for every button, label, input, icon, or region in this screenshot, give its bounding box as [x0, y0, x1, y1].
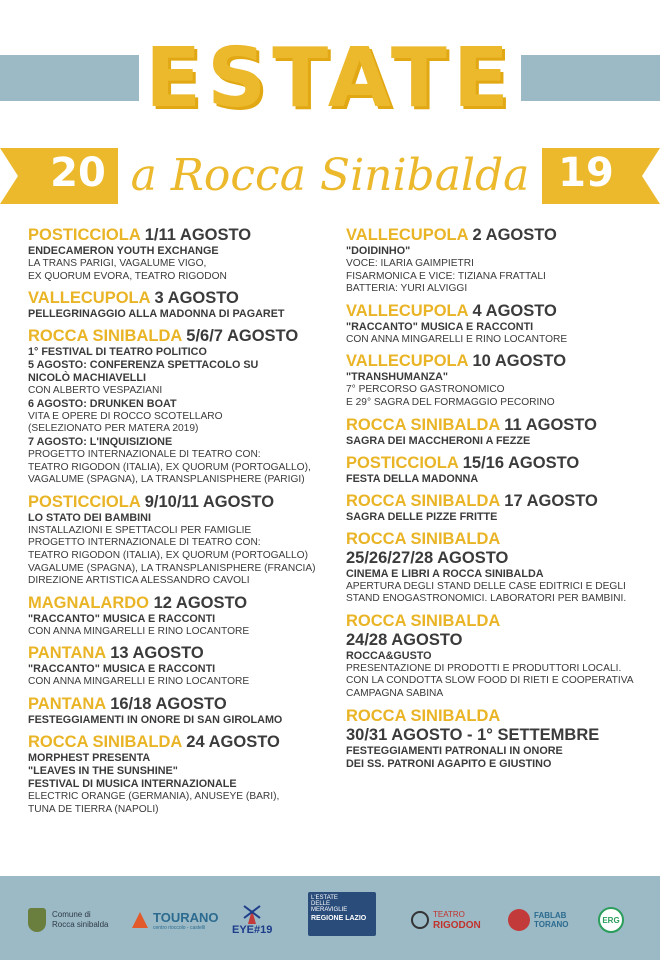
event-detail-line: ELECTRIC ORANGE (GERMANIA), ANUSEYE (BARI), [28, 790, 280, 802]
poster-header [0, 0, 660, 215]
year-right: 19 [558, 150, 614, 196]
event-heading [28, 327, 328, 346]
event-detail-line: CON ALBERTO VESPAZIANI [28, 385, 163, 397]
event-date: 3 AGOSTO [149, 289, 239, 308]
event-date: 15/16 AGOSTO [458, 453, 580, 472]
event-detail-line: PROGETTO INTERNAZIONALE DI TEATRO CON: [28, 537, 261, 549]
eye-text: EYE#19 [232, 924, 273, 936]
coat-of-arms-icon [28, 908, 46, 932]
fablab-line1: FABLAB [534, 911, 567, 920]
event-heading [346, 492, 646, 511]
fablab-logo [508, 900, 569, 940]
ribbon-notch-left [0, 148, 18, 204]
event-detail-line: PELLEGRINAGGIO ALLA MADONNA DI PAGARET [28, 308, 285, 321]
rigodon-line1: TEATRO [433, 909, 465, 919]
event-place: ROCCA SINIBALDA [28, 327, 182, 346]
event-date: 1/11 AGOSTO [140, 226, 252, 244]
event-block [28, 289, 328, 321]
event-detail-line: PRESENTAZIONE DI PRODOTTI E PRODUTTORI LOCALI. [346, 662, 622, 674]
event-detail-line: 7 AGOSTO: L'INQUISIZIONE [28, 435, 173, 448]
event-heading [346, 302, 646, 321]
windmill-icon [240, 904, 264, 924]
event-heading [346, 612, 646, 650]
right-events-column [346, 226, 646, 777]
event-detail-line: ENDECAMERON YOUTH EXCHANGE [28, 245, 219, 257]
event-detail-line: VAGALUME (SPAGNA), LA TRANSPLANISPHERE (FRANCIA) [28, 562, 316, 574]
event-date: 13 AGOSTO [105, 644, 204, 663]
eye-logo [232, 900, 272, 940]
event-detail-line: SAGRA DEI MACCHERONI A FEZZE [346, 434, 531, 447]
event-detail-line: ROCCA&GUSTO [346, 649, 432, 662]
event-detail-line: FESTEGGIAMENTI PATRONALI IN ONORE [346, 744, 563, 757]
erg-badge: ERG [598, 907, 624, 933]
event-place: POSTICCIOLA [28, 492, 141, 511]
event-date: 17 AGOSTO [499, 491, 598, 510]
event-place: POSTICCIOLA [28, 226, 141, 244]
erg-logo [598, 900, 624, 940]
event-date: 24 AGOSTO [181, 732, 280, 751]
event-block [346, 226, 646, 296]
event-detail-line: CINEMA E LIBRI A ROCCA SINIBALDA [346, 567, 544, 580]
event-date: 2 AGOSTO [467, 226, 557, 244]
event-block [28, 733, 328, 816]
event-date: 30/31 AGOSTO - 1° SETTEMBRE [346, 725, 600, 744]
event-place: VALLECUPOLA [346, 301, 468, 320]
event-detail-line: BATTERIA: YURI ALVIGGI [346, 283, 468, 295]
event-date: 25/26/27/28 AGOSTO [346, 548, 509, 567]
event-block [346, 530, 646, 606]
event-date: 16/18 AGOSTO [105, 694, 227, 713]
event-heading [346, 530, 646, 568]
ribbon-notch-right [642, 148, 660, 204]
event-detail-line: CON ANNA MINGARELLI E RINO LOCANTORE [346, 333, 568, 345]
event-heading [346, 454, 646, 473]
event-detail-line: VITA E OPERE DI ROCCO SCOTELLARO [28, 410, 223, 422]
event-detail-line: "DOIDINHO" [346, 245, 411, 257]
event-place: PANTANA [28, 644, 106, 663]
event-heading [346, 707, 646, 745]
event-detail-line: "LEAVES IN THE SUNSHINE" [28, 764, 178, 777]
event-block [346, 302, 646, 347]
event-detail-line: TUNA DE TIERRA (NAPOLI) [28, 803, 159, 815]
comune-line1: Comune di [52, 910, 91, 919]
event-heading [346, 226, 646, 245]
event-block [346, 352, 646, 409]
event-detail-line: "RACCANTO" MUSICA E RACCONTI [28, 612, 216, 625]
event-block [28, 594, 328, 639]
event-block [28, 695, 328, 727]
event-heading [28, 644, 328, 663]
regione-line1: L'ESTATE [311, 895, 338, 901]
event-place: ROCCA SINIBALDA [346, 491, 500, 510]
event-date: 10 AGOSTO [467, 352, 567, 371]
event-place: ROCCA SINIBALDA [346, 706, 501, 725]
event-date: 5/6/7 AGOSTO [181, 327, 299, 346]
tourano-mark-icon [130, 910, 150, 930]
poster-title-text: ESTATE [139, 38, 521, 120]
left-events-column [28, 226, 328, 822]
event-place: VALLECUPOLA [346, 226, 468, 244]
event-heading [28, 594, 328, 613]
event-detail-line: PROGETTO INTERNAZIONALE DI TEATRO CON: [28, 448, 261, 460]
event-heading [346, 352, 646, 371]
event-date: 9/10/11 AGOSTO [140, 492, 275, 511]
event-detail-line: TEATRO RIGODON (ITALIA), EX QUORUM (PORTOGALLO) [28, 549, 308, 561]
tourano-text: TOURANO [153, 909, 219, 925]
event-place: MAGNALARDO [28, 593, 149, 612]
fablab-mark-icon [508, 909, 530, 931]
event-detail-line: 7° PERCORSO GASTRONOMICO [346, 384, 505, 396]
fablab-line2: TORANO [534, 920, 569, 929]
event-detail-line: DIREZIONE ARTISTICA ALESSANDRO CAVOLI [28, 575, 250, 587]
comune-logo [28, 900, 108, 940]
event-detail-line: FESTEGGIAMENTI IN ONORE DI SAN GIROLAMO [28, 713, 283, 726]
event-detail-line: 6 AGOSTO: DRUNKEN BOAT [28, 397, 177, 410]
event-heading [28, 733, 328, 752]
event-detail-line: 1° FESTIVAL DI TEATRO POLITICO [28, 346, 207, 359]
regione-line3: MERAVIGLIE [311, 907, 348, 913]
event-detail-line: LO STATO DEI BAMBINI [28, 511, 151, 524]
event-place: VALLECUPOLA [346, 352, 468, 371]
event-place: PANTANA [28, 694, 106, 713]
tourano-subtext: centro rioccolo - castelli [153, 924, 206, 931]
event-block [28, 226, 328, 283]
rigodon-line2: RIGODON [433, 919, 481, 931]
comune-line2: Rocca sinibalda [52, 920, 109, 929]
year-left: 20 [50, 150, 106, 196]
event-detail-line: LA TRANS PARIGI, VAGALUME VIGO, [28, 258, 207, 269]
event-detail-line: DEI SS. PATRONI AGAPITO E GIUSTINO [346, 757, 552, 770]
event-detail-line: "RACCANTO" MUSICA E RACCONTI [346, 320, 534, 333]
event-detail-line: NICOLÒ MACHIAVELLI [28, 372, 146, 385]
event-block [28, 644, 328, 689]
event-detail-line: FESTA DELLA MADONNA [346, 472, 479, 485]
event-block [346, 707, 646, 771]
event-detail-line: FISARMONICA E VICE: TIZIANA FRATTALI [346, 270, 546, 282]
event-detail-line: APERTURA DEGLI STAND DELLE CASE EDITRICI E DEGLI [346, 580, 626, 592]
event-detail-line: VAGALUME (SPAGNA), LA TRANSPLANISPHERE (PARIGI) [28, 474, 305, 486]
event-place: POSTICCIOLA [346, 453, 459, 472]
event-detail-line: VOCE: ILARIA GAIMPIETRI [346, 258, 474, 269]
event-detail-line: E 29° SAGRA DEL FORMAGGIO PECORINO [346, 396, 555, 408]
event-detail-line: "TRANSHUMANZA" [346, 371, 449, 384]
event-heading [28, 289, 328, 308]
event-block [28, 493, 328, 588]
regione-line2: DELLE [311, 901, 331, 907]
event-detail-line: "RACCANTO" MUSICA E RACCONTI [28, 663, 216, 676]
event-detail-line: CON ANNA MINGARELLI E RINO LOCANTORE [28, 676, 250, 688]
event-detail-line: EX QUORUM EVORA, TEATRO RIGODON [28, 270, 227, 282]
event-detail-line: (SELEZIONATO PER MATERA 2019) [28, 423, 199, 435]
poster-subtitle: a Rocca Sinibalda [130, 150, 530, 201]
event-block [346, 612, 646, 701]
rigodon-logo [410, 900, 481, 940]
event-heading [28, 695, 328, 714]
poster-title [0, 31, 660, 126]
tourano-logo [130, 900, 218, 940]
event-detail-line: 5 AGOSTO: CONFERENZA SPETTACOLO SU [28, 359, 259, 372]
event-block [346, 416, 646, 448]
event-detail-line: CON LA CONDOTTA SLOW FOOD DI RIETI E COOPERATIVA [346, 675, 634, 687]
event-place: ROCCA SINIBALDA [28, 732, 182, 751]
event-date: 24/28 AGOSTO [346, 630, 463, 649]
event-date: 4 AGOSTO [467, 301, 557, 320]
event-place: VALLECUPOLA [28, 289, 150, 308]
event-date: 11 AGOSTO [499, 415, 597, 434]
event-date: 12 AGOSTO [149, 593, 248, 612]
event-place: ROCCA SINIBALDA [346, 415, 500, 434]
regione-lazio-logo [308, 894, 376, 934]
event-block [346, 454, 646, 486]
event-detail-line: CAMPAGNA SABINA [346, 687, 444, 699]
event-detail-line: CON ANNA MINGARELLI E RINO LOCANTORE [28, 625, 250, 637]
event-detail-line: SAGRA DELLE PIZZE FRITTE [346, 510, 498, 523]
event-detail-line: MORPHEST PRESENTA [28, 751, 151, 764]
event-detail-line: FESTIVAL DI MUSICA INTERNAZIONALE [28, 777, 237, 790]
event-place: ROCCA SINIBALDA [346, 529, 501, 548]
regione-badge [308, 892, 376, 936]
event-block [346, 492, 646, 524]
event-detail-line: STAND ENOGASTRONOMICI. LABORATORI PER BAMBINI. [346, 593, 627, 605]
event-heading [28, 493, 328, 512]
event-detail-line: INSTALLAZIONI E SPETTACOLI PER FAMIGLIE [28, 524, 252, 536]
rigodon-mark-icon [410, 910, 430, 930]
event-heading [28, 226, 328, 245]
event-block [28, 327, 328, 487]
event-heading [346, 416, 646, 435]
regione-name: REGIONE LAZIO [311, 915, 367, 922]
event-place: ROCCA SINIBALDA [346, 611, 501, 630]
event-detail-line: TEATRO RIGODON (ITALIA), EX QUORUM (PORTOGALLO), [28, 461, 311, 473]
